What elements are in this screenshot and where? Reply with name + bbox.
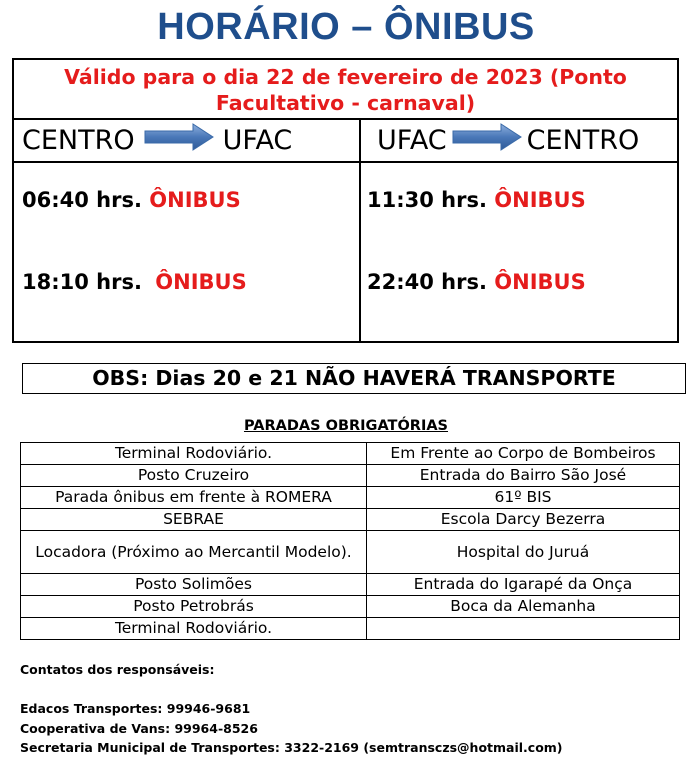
contact-line: Edacos Transportes: 99946-9681 bbox=[20, 701, 251, 716]
table-row bbox=[21, 531, 680, 574]
observation-notice: OBS: Dias 20 e 21 NÃO HAVERÁ TRANSPORTE bbox=[22, 363, 686, 394]
table-row bbox=[21, 574, 680, 596]
transport-mode: ÔNIBUS bbox=[149, 188, 241, 212]
validity-line-2: Facultativo - carnaval) bbox=[215, 91, 476, 115]
route-to-label: CENTRO bbox=[526, 125, 640, 156]
route-to-label: UFAC bbox=[222, 125, 293, 156]
time-value: 22:40 hrs. bbox=[367, 270, 487, 294]
route-from-label: UFAC bbox=[377, 125, 447, 156]
table-cell: Locadora (Próximo ao Mercantil Modelo). bbox=[21, 531, 367, 574]
table-cell bbox=[367, 618, 680, 640]
page-title: HORÁRIO – ÔNIBUS bbox=[157, 6, 535, 48]
table-cell: Entrada do Igarapé da Onça bbox=[367, 574, 680, 596]
table-row bbox=[21, 487, 680, 509]
table-cell: Terminal Rodoviário. bbox=[21, 443, 367, 465]
column-divider bbox=[359, 120, 361, 343]
table-cell: Escola Darcy Bezerra bbox=[367, 509, 680, 531]
table-cell: 61º BIS bbox=[367, 487, 680, 509]
direction-header-row bbox=[14, 120, 677, 163]
stops-heading bbox=[0, 415, 692, 434]
table-cell: Hospital do Juruá bbox=[367, 531, 680, 574]
route-ufac-centro-header bbox=[377, 120, 639, 161]
contacts-section bbox=[20, 660, 563, 758]
time-value: 18:10 hrs. bbox=[22, 270, 142, 294]
route-from-label: CENTRO bbox=[22, 125, 135, 156]
time-value: 06:40 hrs. bbox=[22, 188, 142, 212]
contacts-heading: Contatos dos responsáveis: bbox=[20, 662, 215, 677]
schedule-box bbox=[12, 58, 679, 343]
validity-notice bbox=[14, 60, 677, 120]
table-row bbox=[21, 596, 680, 618]
time-value: 11:30 hrs. bbox=[367, 188, 487, 212]
transport-mode: ÔNIBUS bbox=[494, 188, 586, 212]
table-cell: Terminal Rodoviário. bbox=[21, 618, 367, 640]
departure-time bbox=[367, 188, 586, 212]
right-arrow-icon bbox=[451, 122, 523, 159]
departure-time bbox=[22, 188, 241, 212]
transport-mode: ÔNIBUS bbox=[494, 270, 586, 294]
table-cell: SEBRAE bbox=[21, 509, 367, 531]
contact-line: Cooperativa de Vans: 99964-8526 bbox=[20, 720, 258, 736]
transport-mode: ÔNIBUS bbox=[155, 270, 247, 294]
table-row bbox=[21, 618, 680, 640]
table-row bbox=[21, 509, 680, 531]
table-row bbox=[21, 443, 680, 465]
stops-title: PARADAS OBRIGATÓRIAS bbox=[243, 418, 449, 434]
table-row bbox=[21, 465, 680, 487]
table-cell: Entrada do Bairro São José bbox=[367, 465, 680, 487]
stops-table bbox=[20, 442, 680, 640]
table-cell: Boca da Alemanha bbox=[367, 596, 680, 618]
table-cell: Posto Solimões bbox=[21, 574, 367, 596]
table-cell: Parada ônibus em frente à ROMERA bbox=[21, 487, 367, 509]
table-cell: Em Frente ao Corpo de Bombeiros bbox=[367, 443, 680, 465]
route-centro-ufac-header bbox=[22, 120, 292, 161]
departure-time bbox=[22, 270, 247, 294]
validity-line-1: Válido para o dia 22 de fevereiro de 2023 (Ponto bbox=[64, 65, 627, 89]
right-arrow-icon bbox=[143, 122, 215, 159]
contact-line: Secretaria Municipal de Transportes: 3322-2169 (semtransczs@hotmail.com) bbox=[20, 740, 563, 755]
table-cell: Posto Petrobrás bbox=[21, 596, 367, 618]
departure-time bbox=[367, 270, 586, 294]
table-cell: Posto Cruzeiro bbox=[21, 465, 367, 487]
